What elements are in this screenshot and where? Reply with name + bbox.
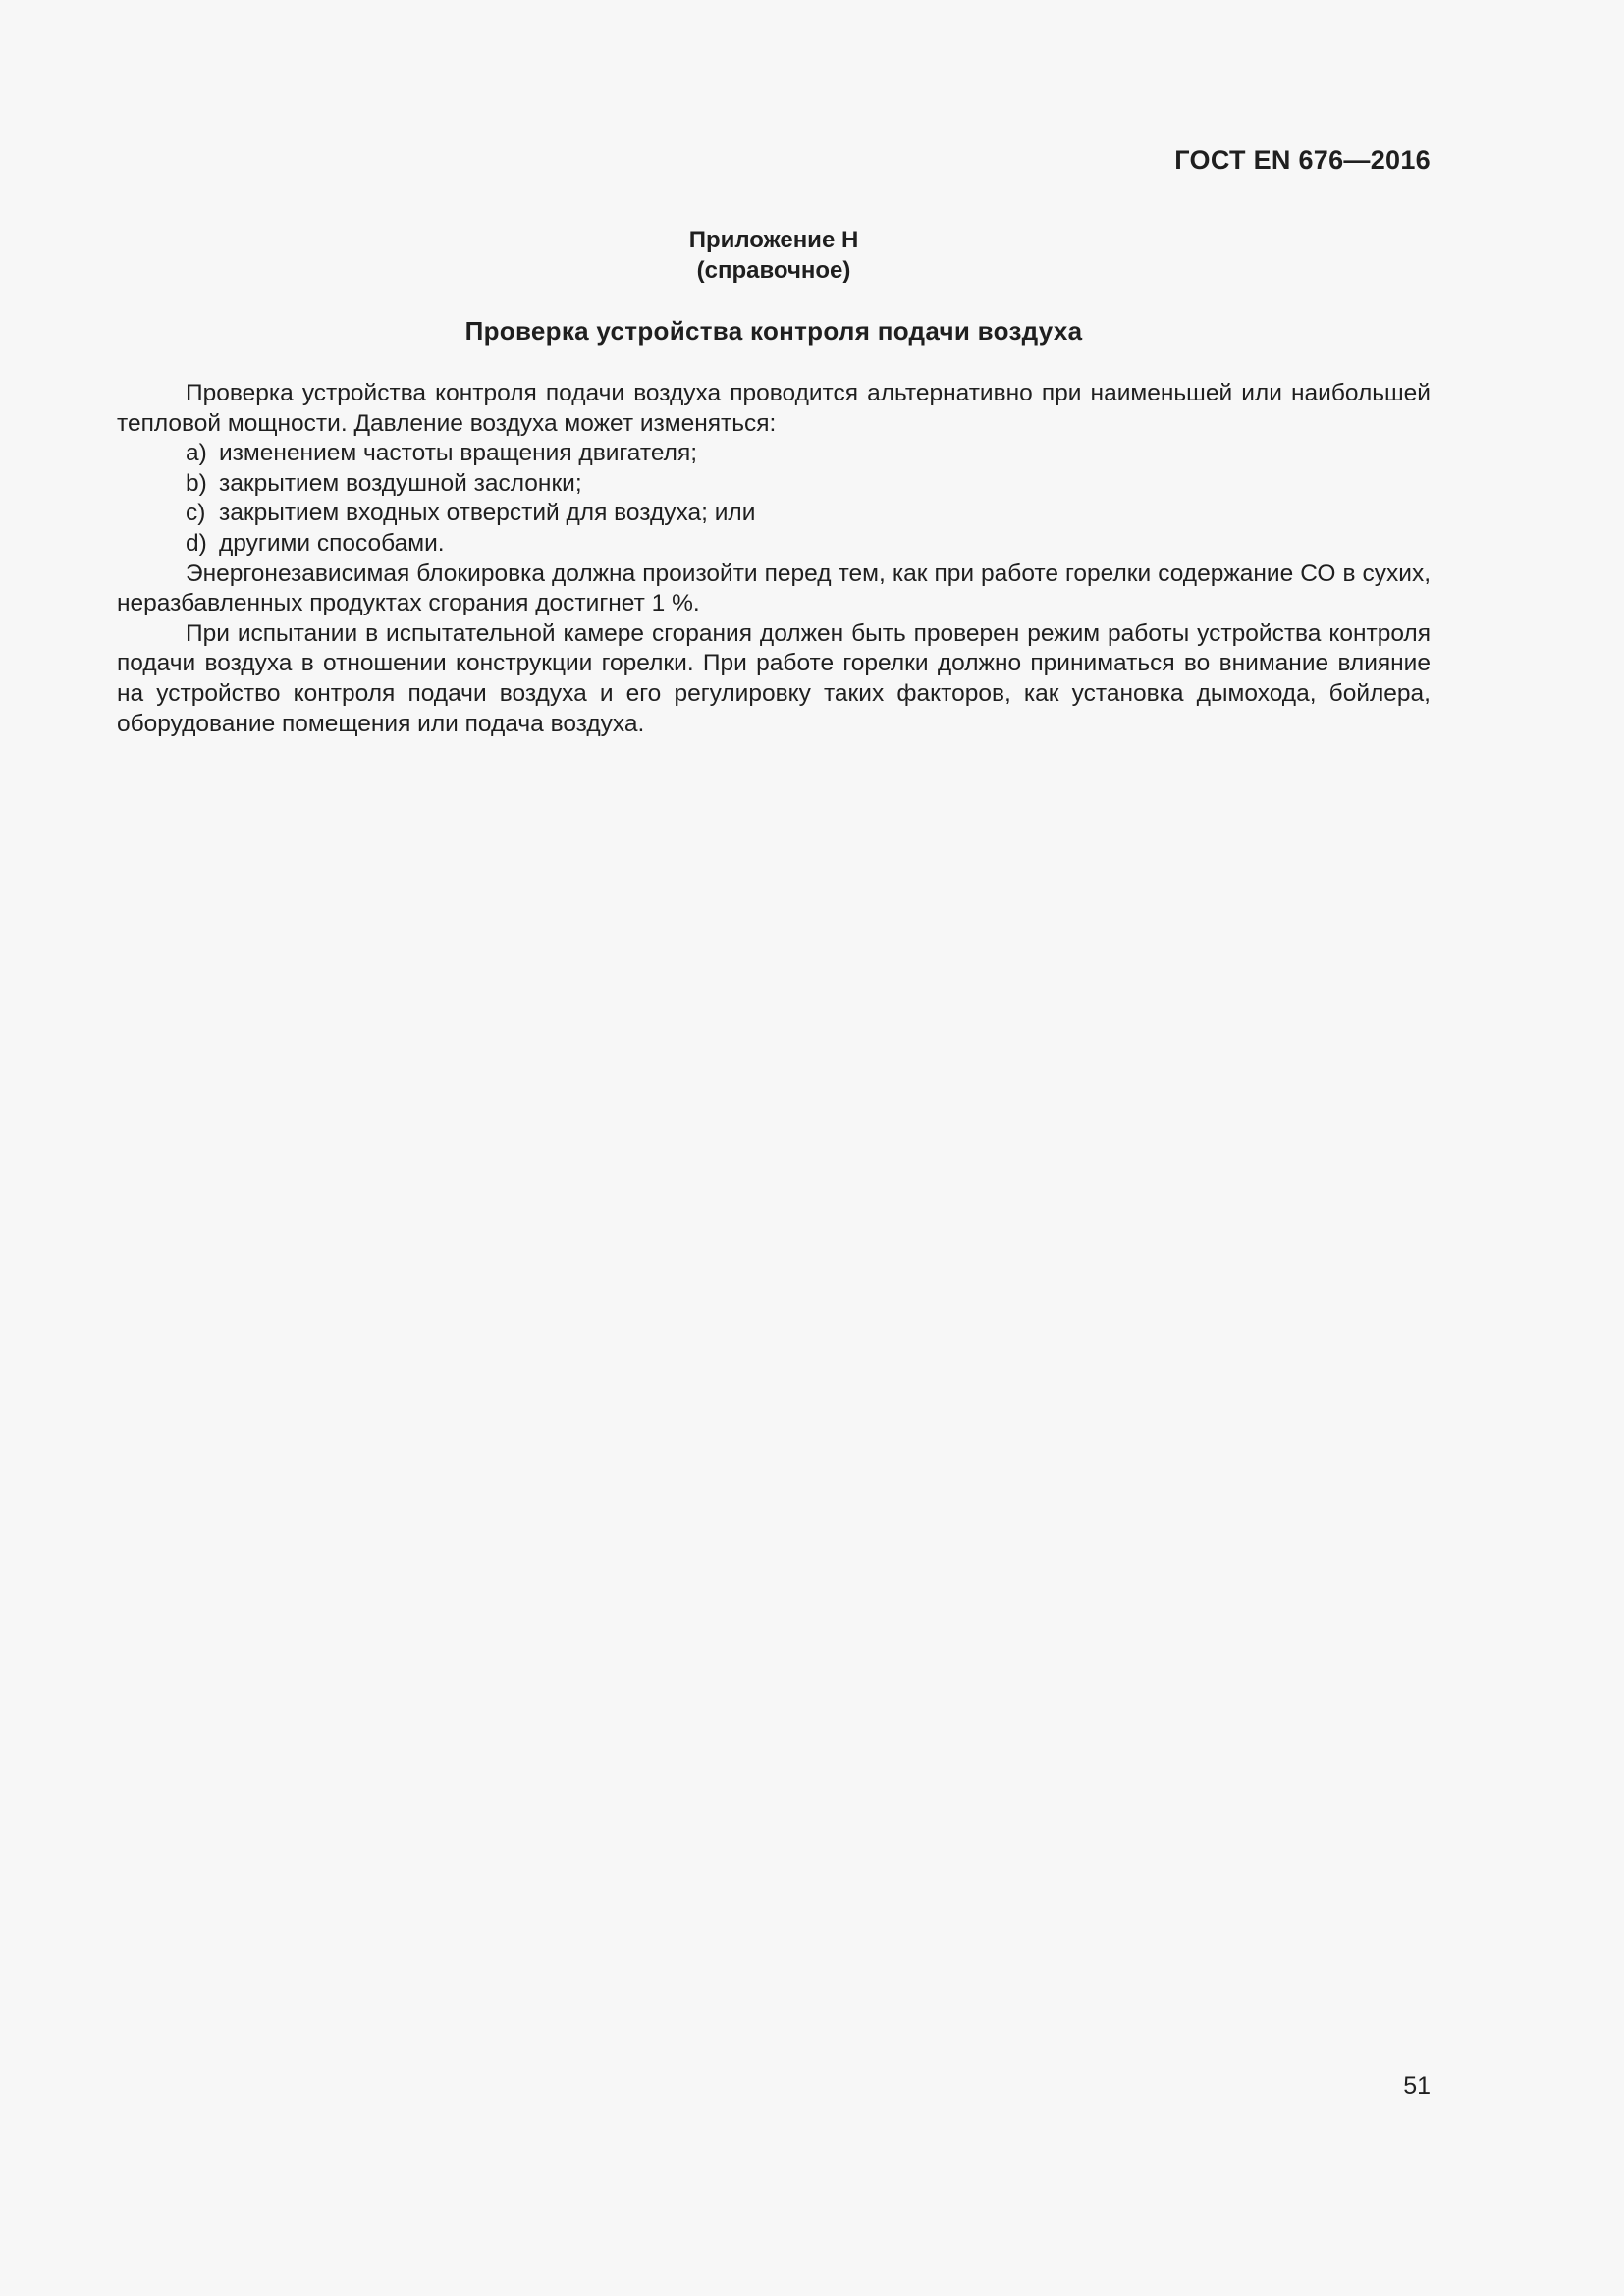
list-item-text: другими способами. <box>219 529 445 557</box>
list-item <box>117 439 1431 469</box>
paragraph-interlock: Энергонезависимая блокировка должна произойти перед тем, как при работе горелки содержание СО в сухих, неразбавленных продуктах сгорания достигнет 1 %. <box>117 560 1431 617</box>
annex-heading <box>117 225 1431 286</box>
list-item-text: закрытием входных отверстий для воздуха; или <box>219 500 756 527</box>
annex-body <box>117 379 1431 739</box>
list-item <box>117 529 1431 560</box>
page-number: 51 <box>1403 2072 1431 2100</box>
paragraph-testing: При испытании в испытательной камере сгорания должен быть проверен режим работы устройства контроля подачи воздуха в отношении конструкции горелки. При работе горелки должно приниматься во внимание влияние на устройство контроля подачи воздуха и его регулировку таких факторов, как установка дымохода, бойлера, оборудование помещения или подача воздуха. <box>117 619 1431 737</box>
list-item-text: закрытием воздушной заслонки; <box>219 469 582 497</box>
list-marker: a) <box>186 440 207 467</box>
list-marker: d) <box>186 529 207 557</box>
list-item-text: изменением частоты вращения двигателя; <box>219 440 698 467</box>
list-item <box>117 469 1431 500</box>
annex-title: Проверка устройства контроля подачи воздуха <box>464 316 1083 346</box>
list-marker: b) <box>186 469 207 497</box>
document-code: ГОСТ EN 676—2016 <box>1174 145 1431 175</box>
annex-type: (справочное) <box>696 257 851 284</box>
list-item <box>117 499 1431 529</box>
annex-label: Приложение Н <box>688 227 859 253</box>
list-marker: c) <box>186 500 206 527</box>
paragraph-intro: Проверка устройства контроля подачи воздуха проводится альтернативно при наименьшей или наибольшей тепловой мощности. Давление воздуха может изменяться: <box>117 380 1431 437</box>
